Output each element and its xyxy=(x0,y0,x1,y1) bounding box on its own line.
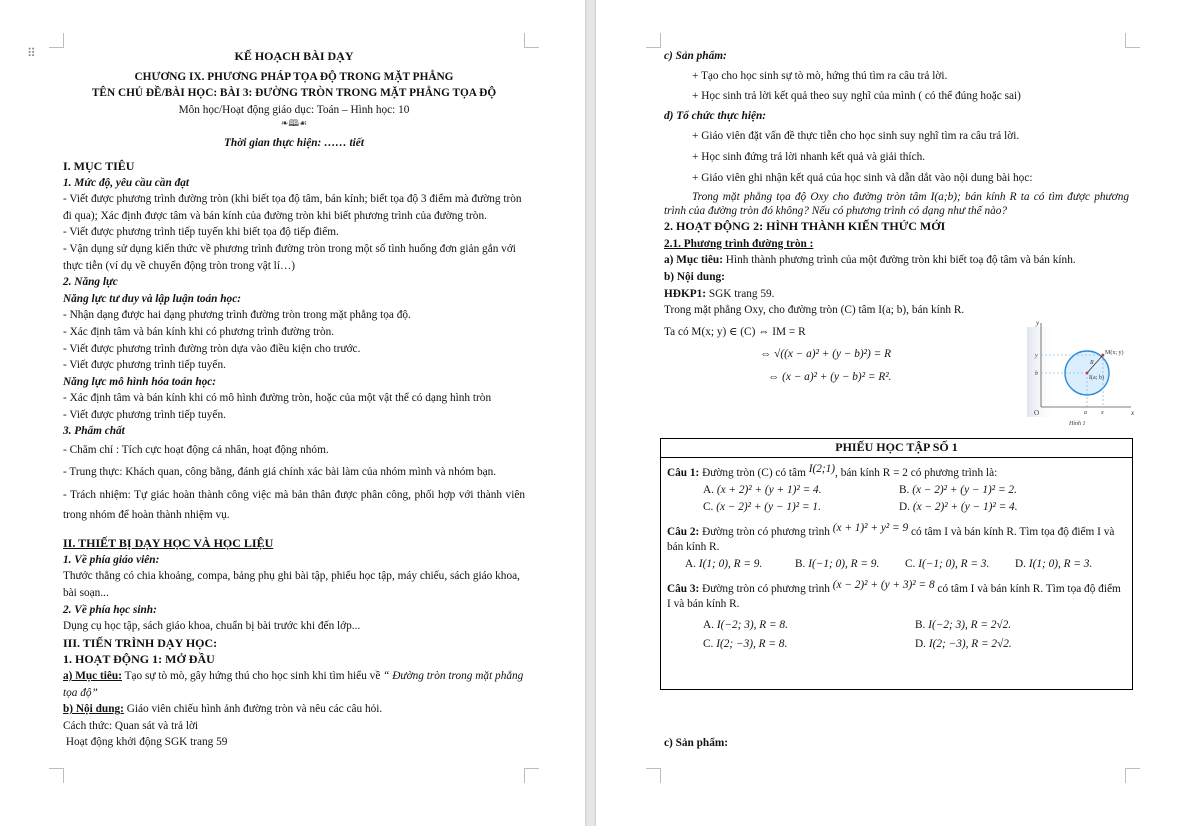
answer-option[interactable] xyxy=(685,557,795,572)
answer-option[interactable] xyxy=(795,557,905,572)
subject-line: Môn học/Hoạt động giáo dục: Toán – Hình học: 10 xyxy=(178,103,410,116)
paragraph: Thước thẳng có chia khoảng, compa, bảng phụ ghi bài tập, phiếu học tập, máy chiếu, sách giáo khoa, bài soạn... xyxy=(63,570,520,600)
list-item: - Viết được phương trình đường tròn (khi biết tọa độ tâm, bán kính; biết tọa độ 3 điểm mà đường tròn đi qua); Xác định được tâm và bán kính của đường tròn khi biết phương trình của đường tròn. xyxy=(63,193,522,222)
option-letter: A. xyxy=(685,558,696,570)
option-value: I(2; −3), R = 8. xyxy=(716,638,788,650)
margin-corner xyxy=(49,768,64,783)
subsection-heading: 1. Về phía giáo viên: xyxy=(63,553,160,566)
doc-title: KẾ HOẠCH BÀI DẠY xyxy=(234,49,354,63)
circle-figure xyxy=(1027,317,1137,427)
question-3 xyxy=(667,579,1126,612)
worksheet-box xyxy=(660,438,1133,690)
tick-a-label: a xyxy=(1084,410,1087,416)
question-math: (x − 2)² + (y + 3)² = 8 xyxy=(832,579,935,591)
figure-shade xyxy=(1027,327,1057,417)
list-item: - Chăm chỉ : Tích cực hoạt động cá nhân, hoạt động nhóm. xyxy=(63,444,329,457)
answer-option[interactable] xyxy=(915,618,1111,633)
list-item: - Trách nhiệm: Tự giác hoàn thành công việc mà bản thân được phân công, phối hợp với thành viên trong nhóm để hoàn thành nhiệm vụ. xyxy=(63,489,525,522)
option-letter: C. xyxy=(703,638,714,650)
option-letter: D. xyxy=(915,638,926,650)
answer-row xyxy=(703,483,1126,498)
section-heading: III. TIẾN TRÌNH DẠY HỌC: xyxy=(63,635,218,650)
margin-corner xyxy=(646,768,661,783)
content-text: Giáo viên chiếu hình ảnh đường tròn và nêu các câu hỏi. xyxy=(123,703,383,716)
list-item: + Tạo cho học sinh sự tò mò, hứng thú tìm ra câu trả lời. xyxy=(692,69,948,82)
subsection-heading: 2. Năng lực xyxy=(63,276,118,289)
time-line: Thời gian thực hiện: …… tiết xyxy=(224,137,364,150)
question-label: Câu 3: xyxy=(667,583,700,595)
list-item: - Xác định tâm và bán kính khi có phương trình đường tròn. xyxy=(63,325,335,338)
option-letter: B. xyxy=(899,484,910,496)
margin-corner xyxy=(1125,33,1140,48)
goal-label: a) Mục tiêu: xyxy=(63,670,122,682)
paragraph xyxy=(63,701,525,718)
subsection-heading: 1. Mức độ, yêu cầu cần đạt xyxy=(63,176,190,189)
question-label: Câu 1: xyxy=(667,467,700,479)
lead-question: Trong mặt phẳng tọa độ Oxy cho đường tròn tâm I(a;b); bán kính R ta có tìm được phương trình của đường tròn đó không? Nếu có phương trình có dạng như thế nào? xyxy=(664,191,1129,218)
equation: ⇔ √((x − a)² + (y − b)²) = R xyxy=(760,348,891,361)
organize-label: d) Tổ chức thực hiện: xyxy=(664,109,767,122)
left-page-content xyxy=(63,48,525,751)
option-value: I(2; −3), R = 2√2. xyxy=(928,638,1012,650)
question-math: I(2;1) xyxy=(808,463,836,475)
paragraph: Hoạt động khởi động SGK trang 59 xyxy=(63,736,228,749)
lesson-title: TÊN CHỦ ĐỀ/BÀI HỌC: BÀI 3: ĐƯỜNG TRÒN TRONG MẶT PHẲNG TỌA ĐỘ xyxy=(91,87,497,100)
axis-x-label: x xyxy=(1131,409,1135,417)
competency-heading: Năng lực mô hình hóa toán học: xyxy=(63,375,217,388)
question-label: Câu 2: xyxy=(667,526,700,538)
chapter-title: CHƯƠNG IX. PHƯƠNG PHÁP TỌA ĐỘ TRONG MẶT PHẲNG xyxy=(134,70,454,83)
option-letter: C. xyxy=(905,558,916,570)
list-item: + Giáo viên đặt vấn đề thực tiễn cho học sinh suy nghĩ tìm ra câu trả lời. xyxy=(692,130,1020,143)
goal-text: Hình thành phương trình của một đường tròn khi biết toạ độ tâm và bán kính. xyxy=(722,254,1076,267)
radius-label: R xyxy=(1090,360,1094,366)
list-item: - Nhận dạng được hai dạng phương trình đường tròn trong mặt phẳng tọa độ. xyxy=(63,309,411,322)
option-value: (x − 2)² + (y − 1)² = 2. xyxy=(912,484,1017,496)
answer-option[interactable] xyxy=(703,637,915,652)
competency-heading: Năng lực tư duy và lập luận toán học: xyxy=(63,292,241,305)
activity-heading: 1. HOẠT ĐỘNG 1: MỞ ĐẦU xyxy=(63,652,215,667)
section-heading: I. MỤC TIÊU xyxy=(63,158,135,173)
origin-label: O xyxy=(1034,409,1040,417)
worksheet-title: PHIẾU HỌC TẬP SỐ 1 xyxy=(661,439,1132,458)
option-value: (x − 2)² + (y − 1)² = 1. xyxy=(716,501,821,513)
option-letter: B. xyxy=(915,619,926,631)
list-item: - Viết được phương trình tiếp tuyến. xyxy=(63,408,226,421)
goal-quote: “ Đường tròn trong mặt phẳng tọa độ” xyxy=(63,670,524,699)
answer-option[interactable] xyxy=(1015,557,1125,572)
goal-label: a) Mục tiêu: xyxy=(664,254,723,267)
option-value: I(−1; 0), R = 3. xyxy=(918,558,990,570)
list-item: - Vận dụng sử dụng kiến thức về phương trình đường tròn trong một số tình huống đơn giản gắn với thực tiễn (ví dụ về chuyển động tròn trong vật lí…) xyxy=(63,242,516,272)
activity-heading: 2. HOẠT ĐỘNG 2: HÌNH THÀNH KIẾN THỨC MỚI xyxy=(664,219,946,234)
m-point xyxy=(1102,354,1105,357)
goal-text: Tạo sự tò mò, gây hứng thú cho học sinh khi tìm hiểu về xyxy=(121,670,384,682)
question-text: Đường tròn (C) có tâm xyxy=(699,467,809,479)
answer-option[interactable] xyxy=(899,500,1095,515)
paragraph: Dụng cụ học tập, sách giáo khoa, chuẩn bị bài trước khi đến lớp... xyxy=(63,620,361,633)
list-item: - Viết được phương trình tiếp tuyến. xyxy=(63,359,226,372)
section-heading: II. THIẾT BỊ DẠY HỌC VÀ HỌC LIỆU xyxy=(63,536,274,551)
answer-option[interactable] xyxy=(703,618,915,633)
option-value: I(−2; 3), R = 2√2. xyxy=(928,619,1012,631)
product-label: c) Sản phẩm: xyxy=(664,50,727,62)
hdkp-text: SGK trang 59. xyxy=(706,287,775,300)
question-text: , bán kính R = 2 có phương trình là: xyxy=(835,467,998,479)
answer-option[interactable] xyxy=(915,637,1111,652)
answer-option[interactable] xyxy=(703,500,899,515)
list-item: - Viết được phương trình đường tròn dựa vào điều kiện cho trước. xyxy=(63,342,361,355)
option-value: I(−2; 3), R = 8. xyxy=(716,619,788,631)
option-letter: D. xyxy=(899,501,910,513)
option-value: I(1; 0), R = 9. xyxy=(698,558,763,570)
question-text: Đường tròn có phương trình xyxy=(699,583,833,595)
list-item: + Giáo viên ghi nhận kết quả của học sinh và dẫn dắt vào nội dung bài học: xyxy=(692,171,1033,184)
answer-option[interactable] xyxy=(899,483,1095,498)
axis-y-label: y xyxy=(1036,319,1040,327)
point-m-label: M(x; y) xyxy=(1105,350,1124,356)
margin-corner xyxy=(49,33,64,48)
content-label: b) Nội dung: xyxy=(664,270,725,283)
subsection-heading: 2.1. Phương trình đường tròn : xyxy=(664,237,814,250)
tick-b-label: b xyxy=(1035,371,1038,377)
list-item: - Viết được phương trình tiếp tuyến khi biết tọa độ tiếp điểm. xyxy=(63,226,339,239)
ornament-icon: ❧🕮☙ xyxy=(280,118,308,129)
worksheet-body xyxy=(661,458,1132,658)
question-2 xyxy=(667,522,1126,555)
center-point xyxy=(1086,372,1089,375)
margin-corner xyxy=(1125,768,1140,783)
list-item: - Trung thực: Khách quan, công bằng, đánh giá chính xác bài làm của nhóm mình và nhóm bạn. xyxy=(63,465,497,478)
equation: ⇔ (x − a)² + (y − b)² = R². xyxy=(768,370,892,383)
option-value: I(−1; 0), R = 9. xyxy=(808,558,880,570)
list-item: - Xác định tâm và bán kính khi có mô hình đường tròn, hoặc của một vật thể có dạng hình tròn xyxy=(63,392,492,405)
figure-caption: Hình 1 xyxy=(1069,421,1086,427)
margin-corner xyxy=(646,33,661,48)
question-1 xyxy=(667,463,1126,481)
center-label: I(a; b) xyxy=(1089,375,1104,381)
paragraph: Trong mặt phẳng Oxy, cho đường tròn (C) tâm I(a; b), bán kính R. xyxy=(664,304,965,317)
answer-row xyxy=(703,618,1126,633)
equation: Ta có M(x; y) ∈ (C) ⇔ IM = R xyxy=(664,325,806,338)
paragraph: Cách thức: Quan sát và trả lời xyxy=(63,719,199,732)
option-letter: B. xyxy=(795,558,806,570)
drag-handle-icon[interactable]: ⠿ xyxy=(27,46,37,60)
list-item: + Học sinh trả lời kết quả theo suy nghĩ của mình ( có thể đúng hoặc sai) xyxy=(692,90,1021,103)
question-text: có tâm I và bán kính R. Tìm tọa độ điểm I và bán kính R. xyxy=(667,583,1121,610)
option-letter: A. xyxy=(703,619,714,631)
option-letter: A. xyxy=(703,484,714,496)
option-letter: D. xyxy=(1015,558,1026,570)
paragraph xyxy=(664,252,1129,269)
paragraph xyxy=(63,668,525,701)
tick-y-label: y xyxy=(1035,353,1038,359)
question-text: có tâm I và bán kính R. Tìm tọa độ điểm I và bán kính R. xyxy=(667,526,1115,553)
tick-x-label: x xyxy=(1101,410,1104,416)
question-text: Đường tròn có phương trình xyxy=(699,526,833,538)
hdkp-label: HĐKP1: xyxy=(664,287,707,300)
option-value: (x − 2)² + (y − 1)² = 4. xyxy=(912,501,1018,513)
answer-option[interactable] xyxy=(905,557,1015,572)
content-label: b) Nội dung: xyxy=(63,703,124,716)
margin-corner xyxy=(524,33,539,48)
option-value: (x + 2)² + (y + 1)² = 4. xyxy=(716,484,822,496)
answer-row xyxy=(703,500,1126,515)
option-letter: C. xyxy=(703,501,714,513)
option-value: I(1; 0), R = 3. xyxy=(1028,558,1093,570)
answer-row xyxy=(685,557,1126,572)
margin-corner xyxy=(524,768,539,783)
subsection-heading: 3. Phẩm chất xyxy=(63,425,125,438)
list-item: + Học sinh đứng trả lời nhanh kết quả và giải thích. xyxy=(692,150,926,163)
question-math: (x + 1)² + y² = 9 xyxy=(832,522,909,534)
subsection-heading: 2. Về phía học sinh: xyxy=(63,603,157,616)
paragraph xyxy=(664,286,1129,303)
answer-option[interactable] xyxy=(703,483,899,498)
product-label-2: c) Sản phẩm: xyxy=(664,737,729,749)
answer-row xyxy=(703,637,1126,652)
